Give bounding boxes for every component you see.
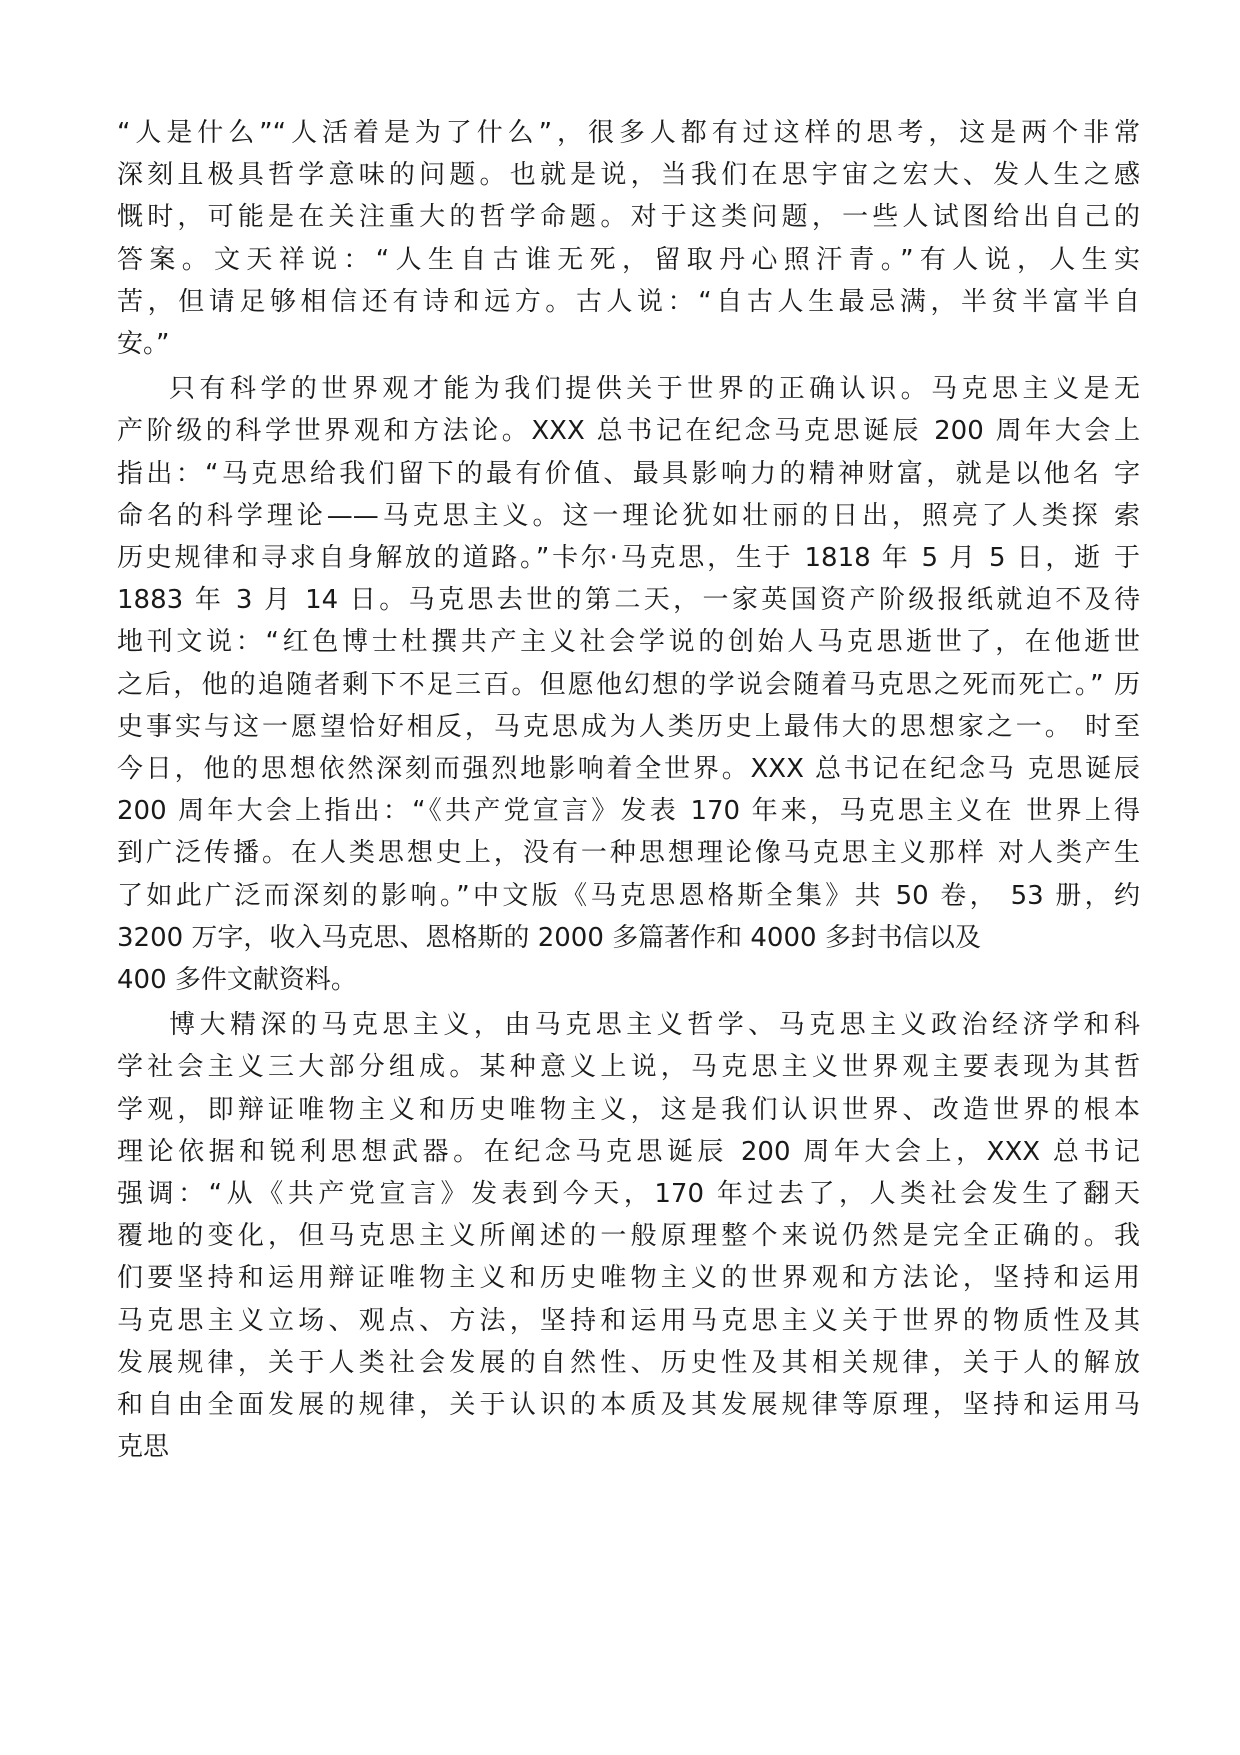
paragraph-line: 只有科学的世界观才能为我们提供关于世界的正确认识。马克思主义是无 [169, 374, 1140, 405]
paragraph-3 [117, 1004, 1140, 1468]
paragraph-2 [117, 368, 1140, 1001]
paragraph-line: 史事实与这一愿望恰好相反，马克思成为人类历史上最伟大的思想家之一。 时至 [117, 711, 1140, 742]
paragraph-line: 指出：“马克思给我们留下的最有价值、最具影响力的精神财富，就是以他名 字 [117, 458, 1140, 489]
paragraph-line: 慨时，可能是在关注重大的哲学命题。对于这类问题，一些人试图给出自己的 [117, 202, 1140, 233]
paragraph-line: 地刊文说：“红色博士杜撰共产主义社会学说的创始人马克思逝世了，在他逝世 [117, 627, 1140, 658]
paragraph-line: 了如此广泛而深刻的影响。”中文版《马克思恩格斯全集》共 50 卷， 53 册，约 [117, 880, 1140, 911]
paragraph-line: 今日，他的思想依然深刻而强烈地影响着全世界。XXX 总书记在纪念马 克思诞辰 [117, 754, 1140, 785]
paragraph-line: 学社会主义三大部分组成。某种意义上说，马克思主义世界观主要表现为其哲 [117, 1052, 1140, 1083]
paragraph-line: 覆地的变化，但马克思主义所阐述的一般原理整个来说仍然是完全正确的。我 [117, 1221, 1140, 1252]
paragraph-line: 到广泛传播。在人类思想史上，没有一种思想理论像马克思主义那样 对人类产生 [117, 838, 1140, 869]
paragraph-line: “人是什么”“人活着是为了什么”，很多人都有过这样的思考，这是两个非常 [117, 118, 1140, 148]
paragraph-line: 马克思主义立场、观点、方法，坚持和运用马克思主义关于世界的物质性及其 [117, 1305, 1140, 1336]
paragraph-line: 们要坚持和运用辩证唯物主义和历史唯物主义的世界观和方法论，坚持和运用 [117, 1263, 1140, 1294]
paragraph-line: 命名的科学理论——马克思主义。这一理论犹如壮丽的日出，照亮了人类探 索 [117, 500, 1140, 531]
paragraph-line: 深刻且极具哲学意味的问题。也就是说，当我们在思宇宙之宏大、发人生之感 [117, 160, 1140, 191]
paragraph-line: 理论依据和锐利思想武器。在纪念马克思诞辰 200 周年大会上，XXX 总书记 [117, 1136, 1140, 1167]
paragraph-line: 学观，即辩证唯物主义和历史唯物主义，这是我们认识世界、改造世界的根本 [117, 1094, 1140, 1125]
paragraph-line: 答案。文天祥说：“人生自古谁无死，留取丹心照汗青。”有人说，人生实 [117, 244, 1140, 275]
paragraph-line: 3200 万字，收入马克思、恩格斯的 2000 多篇著作和 4000 多封书信以及 [117, 922, 981, 953]
paragraph-line: 1883 年 3 月 14 日。马克思去世的第二天，一家英国资产阶级报纸就迫不及待 [117, 585, 1140, 616]
paragraph-line: 400 多件文献资料。 [117, 965, 357, 996]
paragraph-line: 之后，他的追随者剩下不足三百。但愿他幻想的学说会随着马克思之死而死亡。” 历 [117, 669, 1140, 700]
paragraph-line: 苦，但请足够相信还有诗和远方。古人说：“自古人生最忌满，半贫半富半自 [117, 286, 1140, 317]
paragraph-line: 产阶级的科学世界观和方法论。XXX 总书记在纪念马克思诞辰 200 周年大会上 [117, 416, 1140, 447]
paragraph-1 [117, 112, 1140, 365]
paragraph-line: 博大精深的马克思主义，由马克思主义哲学、马克思主义政治经济学和科 [169, 1010, 1140, 1041]
paragraph-line: 克思 [117, 1432, 170, 1463]
document-body [117, 112, 1140, 1469]
paragraph-line: 200 周年大会上指出：“《共产党宣言》发表 170 年来，马克思主义在 世界上得 [117, 796, 1140, 827]
paragraph-line: 发展规律，关于人类社会发展的自然性、历史性及其相关规律，关于人的解放 [117, 1347, 1140, 1378]
paragraph-line: 历史规律和寻求自身解放的道路。”卡尔·马克思，生于 1818 年 5 月 5 日，逝 于 [117, 543, 1140, 574]
paragraph-line: 强调：“从《共产党宣言》发表到今天，170 年过去了，人类社会发生了翻天 [117, 1179, 1140, 1210]
paragraph-line: 和自由全面发展的规律，关于认识的本质及其发展规律等原理，坚持和运用马 [117, 1390, 1140, 1421]
paragraph-line: 安。” [117, 329, 170, 360]
